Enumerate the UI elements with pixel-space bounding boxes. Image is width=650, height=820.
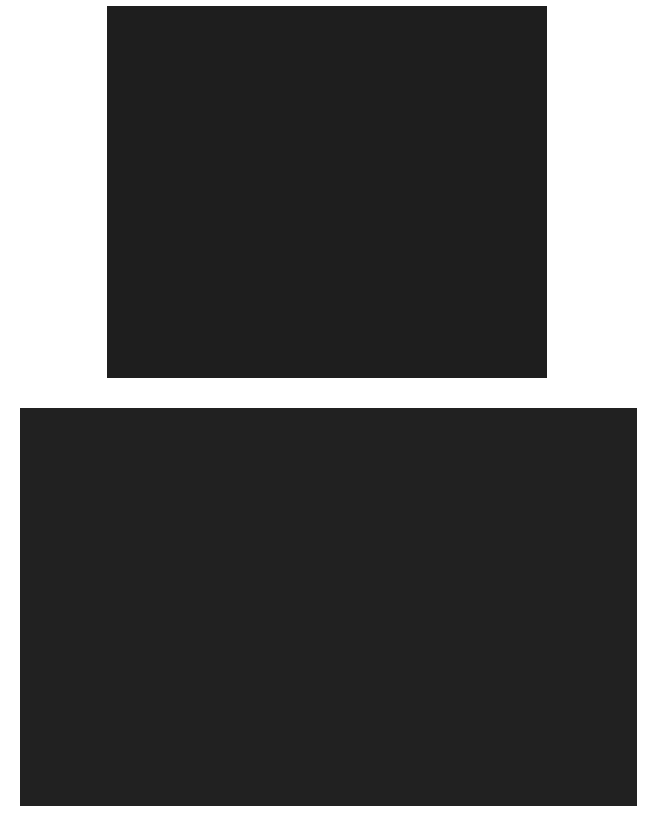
upper-panel-content: [107, 6, 547, 378]
lower-panel-content: [20, 408, 637, 806]
lower-panel[interactable]: [20, 408, 637, 806]
upper-panel[interactable]: [107, 6, 547, 378]
